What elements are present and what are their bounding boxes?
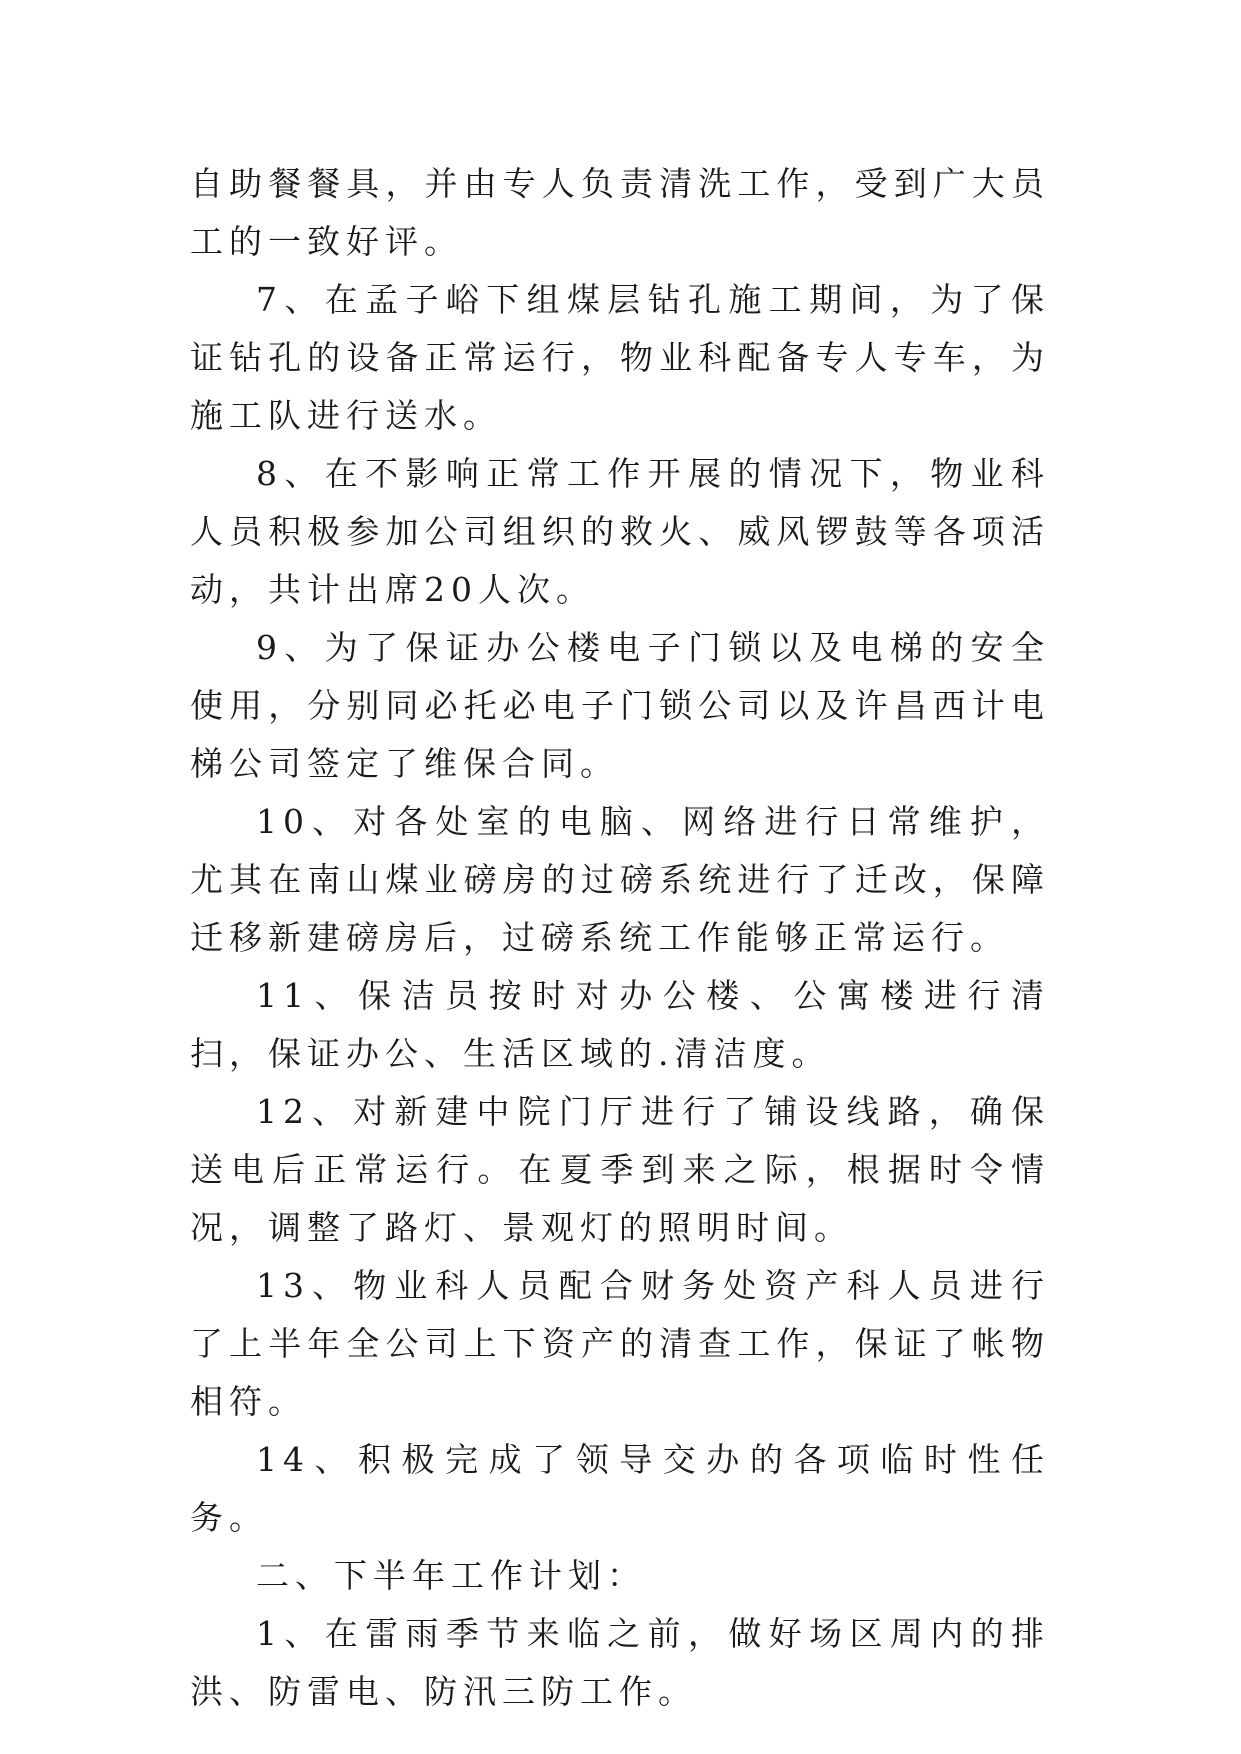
paragraph-item-7: 7、在孟子峪下组煤层钻孔施工期间，为了保证钻孔的设备正常运行，物业科配备专人专车，为施工队进行送水。 xyxy=(190,280,1050,435)
paragraph-plan-item-1: 1、在雷雨季节来临之前，做好场区周内的排洪、防雷电、防汛三防工作。 xyxy=(190,1614,1050,1711)
paragraph-item-8: 8、在不影响正常工作开展的情况下，物业科人员积极参加公司组织的救火、威风锣鼓等各项活动，共计出席20人次。 xyxy=(190,454,1050,609)
paragraph-item-10: 10、对各处室的电脑、网络进行日常维护，尤其在南山煤业磅房的过磅系统进行了迁改，保障迁移新建磅房后，过磅系统工作能够正常运行。 xyxy=(190,802,1050,957)
section-heading-plan: 二、下半年工作计划： xyxy=(256,1556,646,1595)
paragraph-continuation: 自助餐餐具，并由专人负责清洗工作，受到广大员工的一致好评。 xyxy=(190,164,1050,261)
paragraph-item-9: 9、为了保证办公楼电子门锁以及电梯的安全使用，分别同必托必电子门锁公司以及许昌西计电梯公司签定了维保合同。 xyxy=(190,628,1050,783)
paragraph-item-12: 12、对新建中院门厅进行了铺设线路，确保送电后正常运行。在夏季到来之际，根据时令情况，调整了路灯、景观灯的照明时间。 xyxy=(190,1092,1050,1247)
paragraph-item-14: 14、积极完成了领导交办的各项临时性任务。 xyxy=(190,1440,1050,1537)
paragraph-item-11: 11、保洁员按时对办公楼、公寓楼进行清扫，保证办公、生活区域的.清洁度。 xyxy=(190,976,1050,1073)
paragraph-item-13: 13、物业科人员配合财务处资产科人员进行了上半年全公司上下资产的清查工作，保证了帐物相符。 xyxy=(190,1266,1050,1421)
document-body xyxy=(190,155,1050,1721)
